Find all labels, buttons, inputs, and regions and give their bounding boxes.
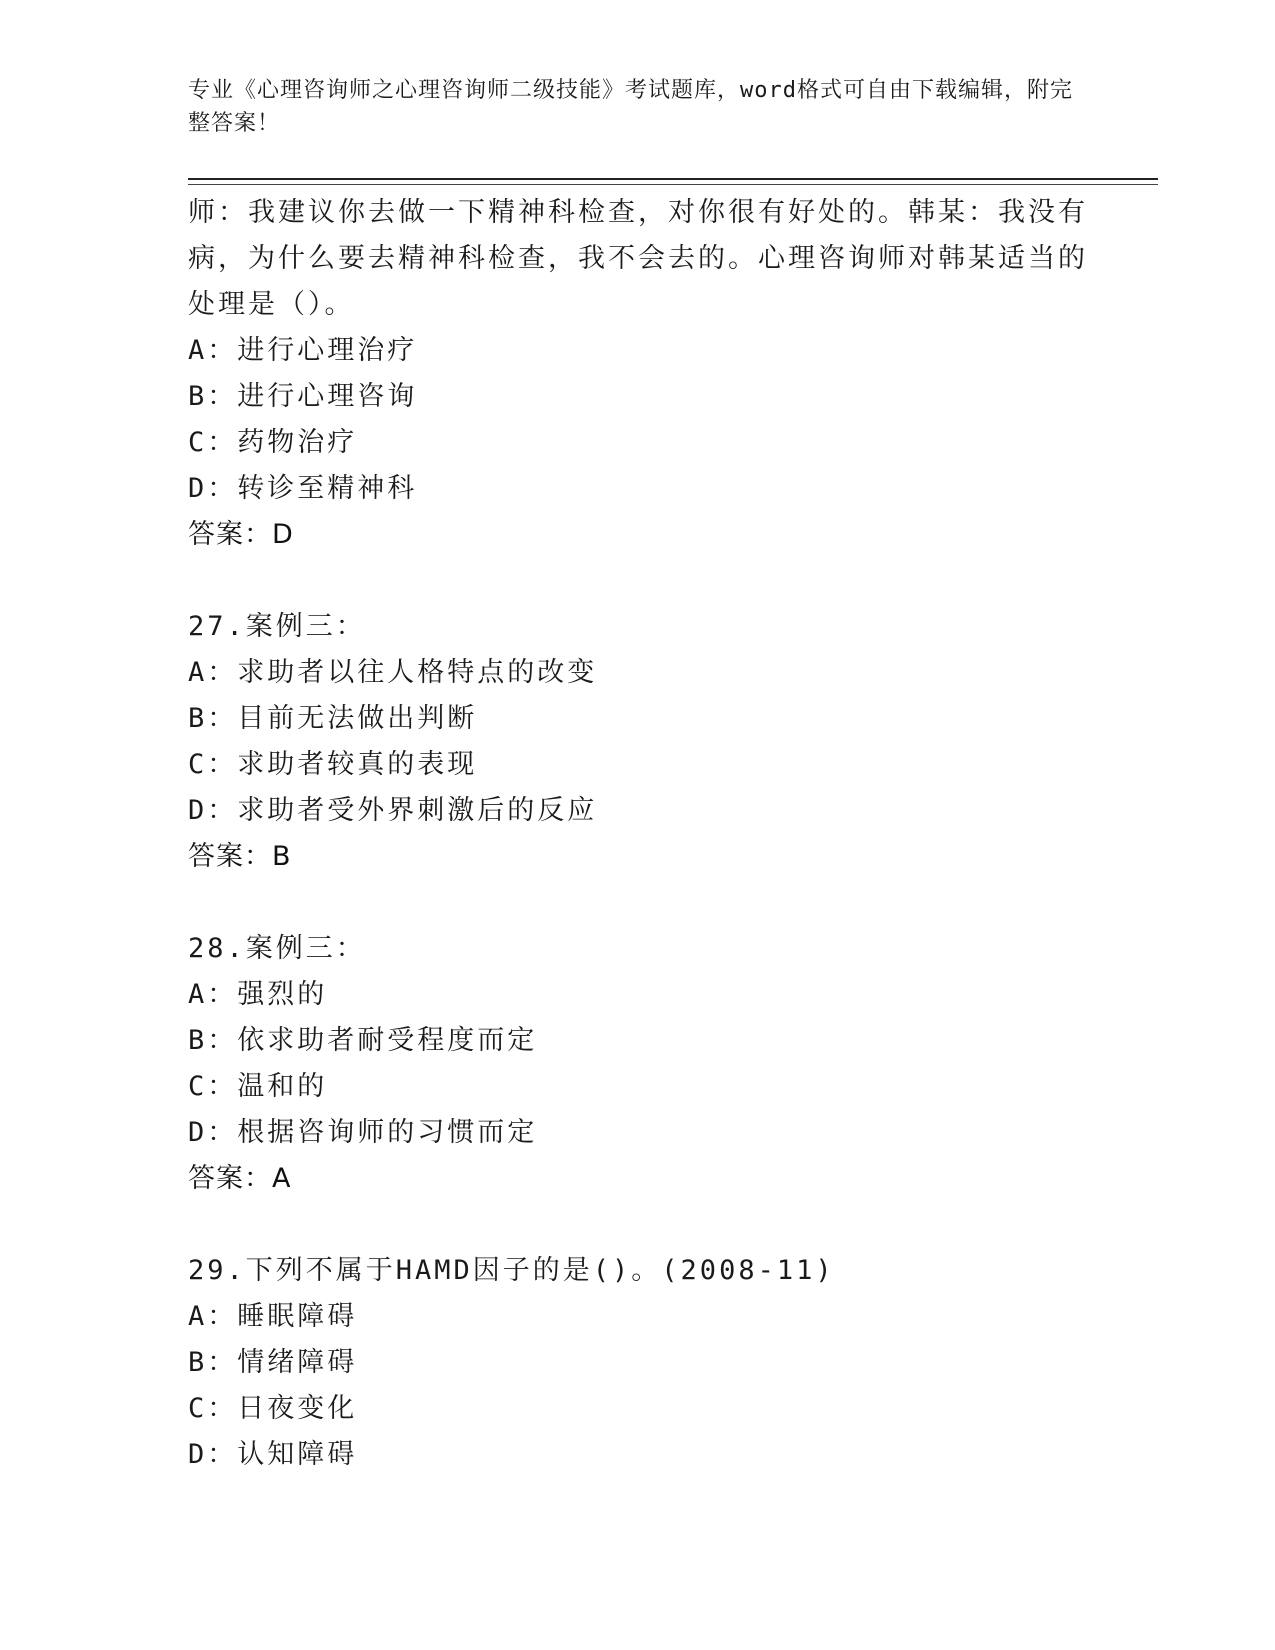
option-b: B：目前无法做出判断 xyxy=(188,703,478,734)
option-d: D：根据咨询师的习惯而定 xyxy=(188,1117,538,1148)
option-a: A：求助者以往人格特点的改变 xyxy=(188,657,598,688)
header-divider-thin xyxy=(188,184,1158,185)
spacer xyxy=(188,880,1088,926)
answer: 答案：B xyxy=(188,841,292,872)
option-c: C：药物治疗 xyxy=(188,427,358,458)
spacer xyxy=(188,1202,1088,1248)
question-list xyxy=(188,190,1088,1478)
option-a: A：睡眠障碍 xyxy=(188,1301,358,1332)
option-d: D：转诊至精神科 xyxy=(188,473,418,504)
answer: 答案：D xyxy=(188,519,294,550)
option-b: B：进行心理咨询 xyxy=(188,381,418,412)
option-c: C：温和的 xyxy=(188,1071,328,1102)
option-d: D：认知障碍 xyxy=(188,1439,358,1470)
header-divider-thick xyxy=(188,178,1158,180)
spacer xyxy=(188,558,1088,604)
document-header: 专业《心理咨询师之心理咨询师二级技能》考试题库，word格式可自由下载编辑，附完整答案！ xyxy=(188,78,1073,136)
question-27 xyxy=(188,604,1088,880)
option-a: A：强烈的 xyxy=(188,979,328,1010)
question-stem: 27.案例三： xyxy=(188,611,366,642)
option-c: C：求助者较真的表现 xyxy=(188,749,478,780)
option-c: C：日夜变化 xyxy=(188,1393,358,1424)
option-b: B：依求助者耐受程度而定 xyxy=(188,1025,538,1056)
question-29 xyxy=(188,1248,1088,1478)
option-d: D：求助者受外界刺激后的反应 xyxy=(188,795,598,826)
question-stem: 师：我建议你去做一下精神科检查，对你很有好处的。韩某：我没有病，为什么要去精神科检查，我不会去的。心理咨询师对韩某适当的处理是（）。 xyxy=(188,197,1088,320)
option-a: A：进行心理治疗 xyxy=(188,335,418,366)
document-page xyxy=(188,0,1158,1650)
question-stem: 28.案例三： xyxy=(188,933,366,964)
question-26 xyxy=(188,190,1088,558)
option-b: B：情绪障碍 xyxy=(188,1347,358,1378)
answer: 答案：A xyxy=(188,1163,292,1194)
question-28 xyxy=(188,926,1088,1202)
question-stem: 29.下列不属于HAMD因子的是()。(2008-11) xyxy=(188,1255,835,1286)
